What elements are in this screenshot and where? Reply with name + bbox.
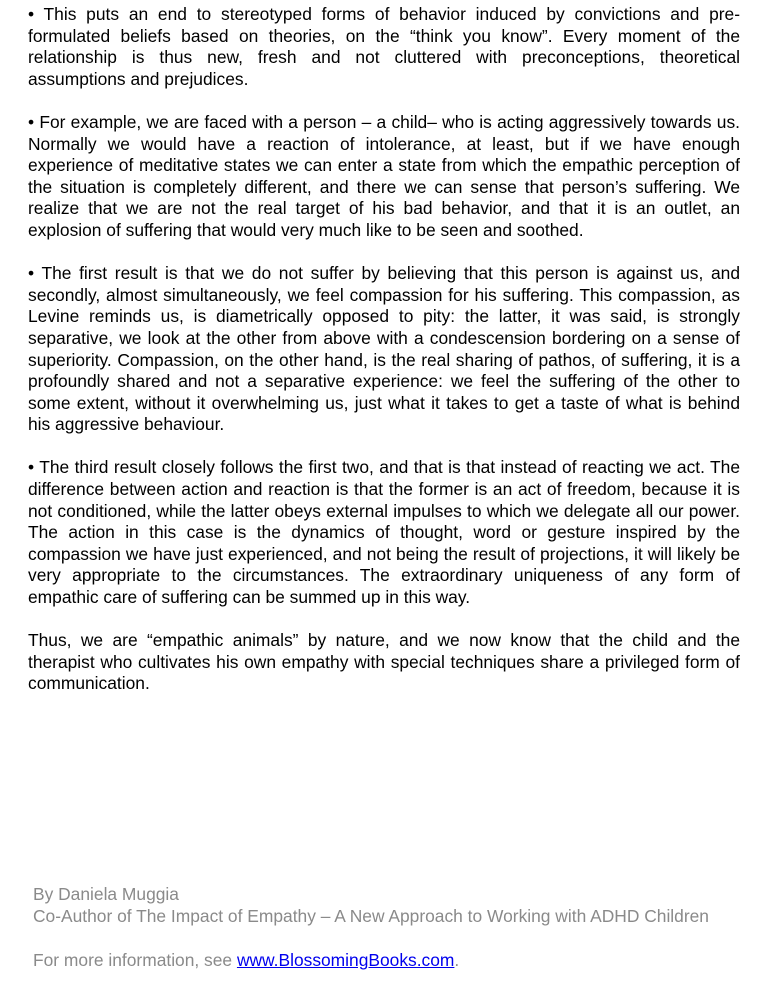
author-name: By Daniela Muggia — [33, 884, 179, 904]
paragraph-empathic-animals: Thus, we are “empathic animals” by nature, and we now know that the child and the therapist who cultivates his own empathy with special techniques share a privileged form of communication. — [28, 630, 740, 694]
article-body — [28, 4, 740, 695]
more-info-line — [33, 950, 459, 972]
paragraph-first-result-compassion: • The first result is that we do not suffer by believing that this person is against us, and secondly, almost simultaneously, we feel compassion for his suffering. This compassion, as Levine reminds us, is diametrically opposed to pity: the latter, it was said, is strongly separative, we look at the other from above with a condescension bordering on a sense of superiority. Compassion, on the other hand, is the real sharing of pathos, of suffering, it is a profoundly shared and not a separative experience: we feel the suffering of the other to some extent, without it overwhelming us, just what it takes to get a taste of what is behind his aggressive behaviour. — [28, 263, 740, 435]
more-info-suffix: . — [454, 950, 460, 970]
blossoming-books-link[interactable]: www.BlossomingBooks.com — [236, 950, 455, 970]
paragraph-third-result-action: • The third result closely follows the first two, and that is that instead of reacting we act. The difference between action and reaction is that the former is an act of freedom, because it is not conditioned, while the latter obeys external impulses to which we delegate all our power. The action in this case is the dynamics of thought, word or gesture inspired by the compassion we have just experienced, and not being the result of projections, it will likely be very appropriate to the circumstances. The extraordinary uniqueness of any form of empathic care of suffering can be summed up in this way. — [28, 457, 740, 608]
paragraph-aggressive-child-example: • For example, we are faced with a person – a child– who is acting aggressively towards us. Normally we would have a reaction of intolerance, at least, but if we have enough experience of meditative states we can enter a state from which the empathic perception of the situation is completely different, and there we can sense that person’s suffering. We realize that we are not the real target of his bad behavior, and that it is an outlet, an explosion of suffering that would very much like to be seen and soothed. — [28, 111, 740, 240]
paragraph-stereotyped-behavior: • This puts an end to stereotyped forms of behavior induced by convictions and pre-formulated beliefs based on theories, on the “think you know”. Every moment of the relationship is thus new, fresh and not cluttered with preconceptions, theoretical assumptions and prejudices. — [28, 4, 740, 89]
more-info-prefix: For more information, see — [33, 950, 237, 970]
author-signature — [33, 884, 753, 927]
author-credit: Co-Author of The Impact of Empathy – A New Approach to Working with ADHD Children — [33, 905, 709, 926]
